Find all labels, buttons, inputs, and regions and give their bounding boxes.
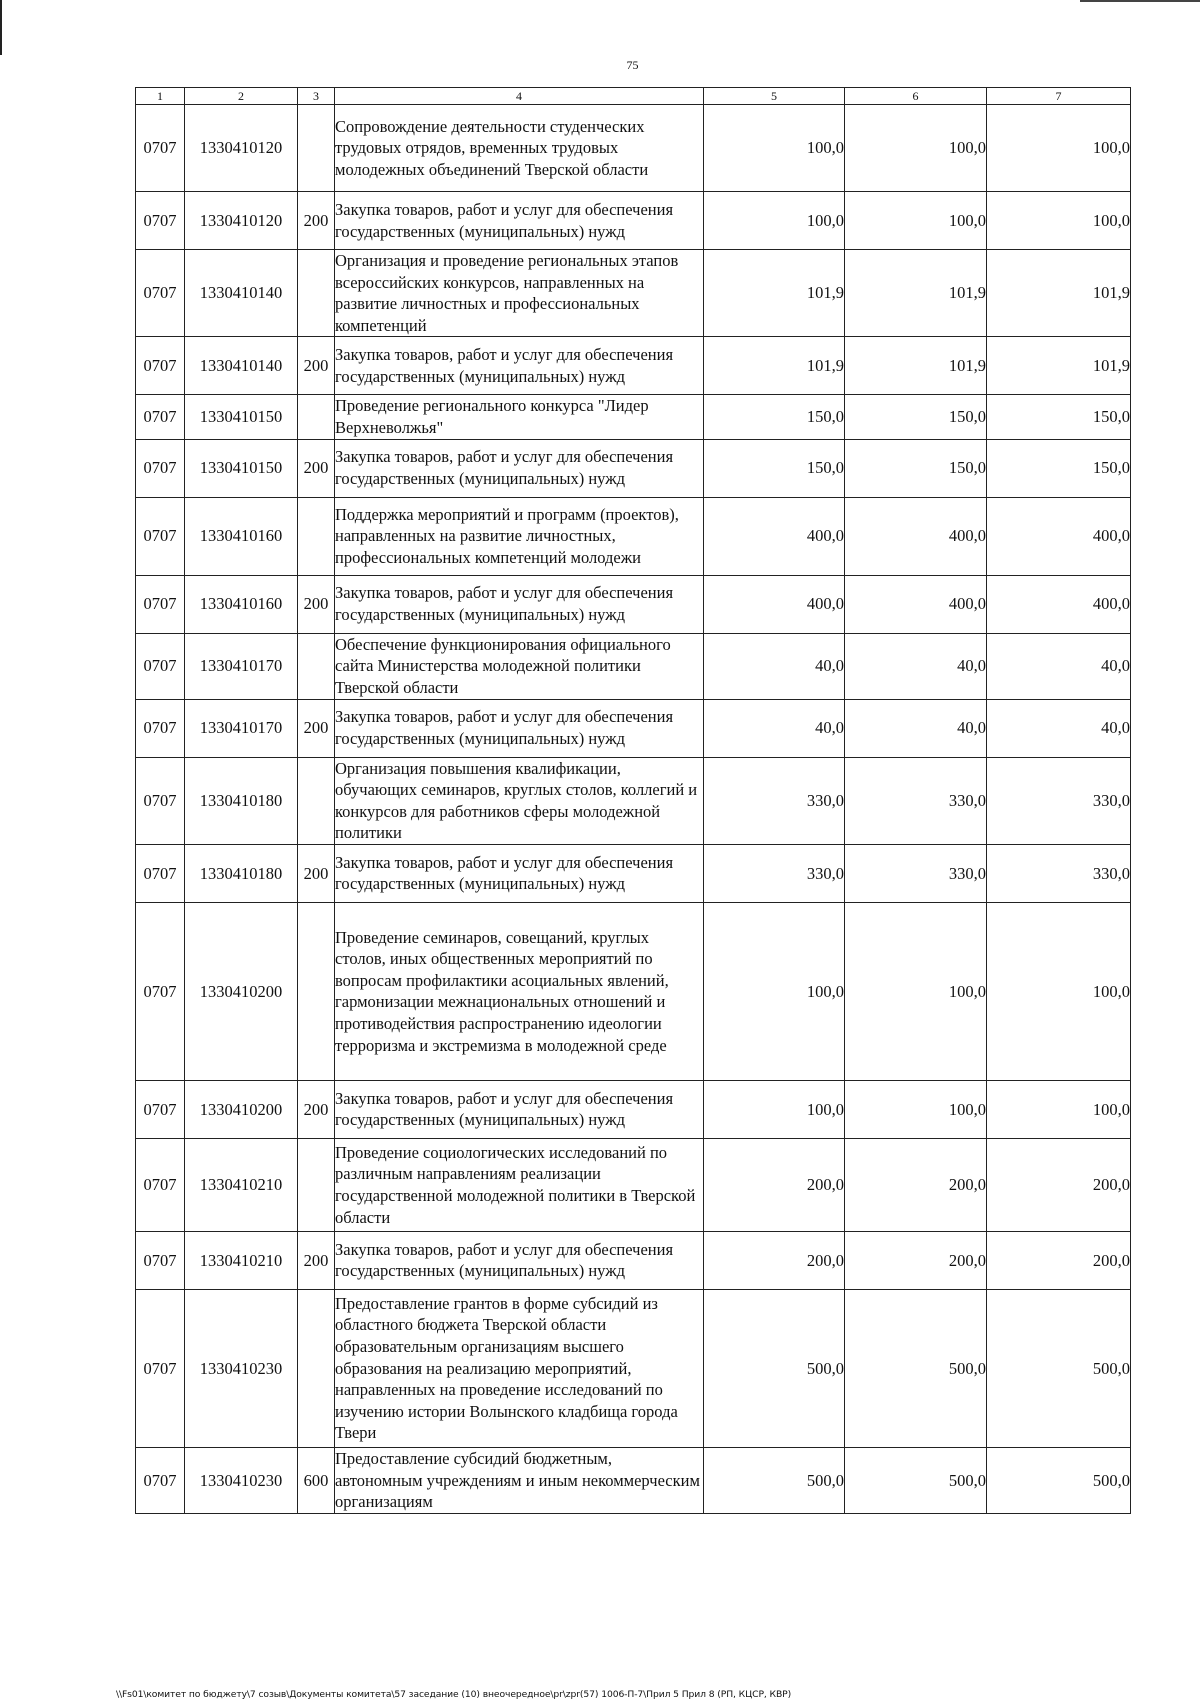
amount-col6: 40,0	[845, 633, 987, 699]
amount-col5: 330,0	[704, 757, 845, 844]
amount-col7: 500,0	[987, 1447, 1131, 1513]
section-code: 0707	[136, 1138, 185, 1231]
item-name: Предоставление грантов в форме субсидий из областного бюджета Тверской области образовательным организациям высшего образования на реализацию мероприятий, направленных на проведение исследований по изучению истории Волынского кладбища города Твери	[335, 1289, 704, 1447]
table-row	[136, 1080, 1131, 1138]
amount-col7: 500,0	[987, 1289, 1131, 1447]
target-article-code: 1330410210	[185, 1138, 298, 1231]
table-row	[136, 1231, 1131, 1289]
amount-col7: 400,0	[987, 497, 1131, 575]
expense-type-code	[298, 902, 335, 1080]
item-name: Закупка товаров, работ и услуг для обеспечения государственных (муниципальных) нужд	[335, 337, 704, 395]
table-row	[136, 902, 1131, 1080]
section-code: 0707	[136, 1289, 185, 1447]
item-name: Закупка товаров, работ и услуг для обеспечения государственных (муниципальных) нужд	[335, 192, 704, 250]
expense-type-code	[298, 395, 335, 439]
amount-col5: 101,9	[704, 337, 845, 395]
section-code: 0707	[136, 1231, 185, 1289]
section-code: 0707	[136, 105, 185, 192]
amount-col6: 330,0	[845, 757, 987, 844]
section-code: 0707	[136, 250, 185, 337]
target-article-code: 1330410200	[185, 902, 298, 1080]
table-row	[136, 757, 1131, 844]
column-number: 4	[335, 88, 704, 105]
scan-edge-mark	[0, 0, 2, 55]
amount-col7: 101,9	[987, 337, 1131, 395]
item-name: Закупка товаров, работ и услуг для обеспечения государственных (муниципальных) нужд	[335, 699, 704, 757]
section-code: 0707	[136, 1080, 185, 1138]
table-row	[136, 844, 1131, 902]
section-code: 0707	[136, 1447, 185, 1513]
section-code: 0707	[136, 844, 185, 902]
item-name: Организация и проведение региональных этапов всероссийских конкурсов, направленных на развитие личностных и профессиональных компетенций	[335, 250, 704, 337]
target-article-code: 1330410150	[185, 439, 298, 497]
table-row	[136, 1138, 1131, 1231]
column-number: 5	[704, 88, 845, 105]
expense-type-code: 200	[298, 699, 335, 757]
column-number: 2	[185, 88, 298, 105]
expense-type-code: 200	[298, 575, 335, 633]
scan-edge-line	[1080, 0, 1200, 2]
target-article-code: 1330410160	[185, 575, 298, 633]
table-row	[136, 337, 1131, 395]
target-article-code: 1330410140	[185, 250, 298, 337]
column-number-row	[136, 88, 1131, 105]
table-row	[136, 105, 1131, 192]
table-row	[136, 497, 1131, 575]
expense-type-code: 200	[298, 844, 335, 902]
column-number: 6	[845, 88, 987, 105]
expense-type-code: 600	[298, 1447, 335, 1513]
item-name: Закупка товаров, работ и услуг для обеспечения государственных (муниципальных) нужд	[335, 439, 704, 497]
table-body	[136, 105, 1131, 1514]
expense-type-code	[298, 633, 335, 699]
amount-col7: 40,0	[987, 633, 1131, 699]
amount-col7: 400,0	[987, 575, 1131, 633]
amount-col6: 500,0	[845, 1447, 987, 1513]
amount-col6: 330,0	[845, 844, 987, 902]
table-row	[136, 699, 1131, 757]
table-row	[136, 1289, 1131, 1447]
section-code: 0707	[136, 902, 185, 1080]
amount-col6: 100,0	[845, 902, 987, 1080]
amount-col6: 100,0	[845, 105, 987, 192]
amount-col7: 200,0	[987, 1231, 1131, 1289]
expense-type-code: 200	[298, 1080, 335, 1138]
target-article-code: 1330410170	[185, 699, 298, 757]
item-name: Организация повышения квалификации, обучающих семинаров, круглых столов, коллегий и конкурсов для работников сферы молодежной политики	[335, 757, 704, 844]
amount-col5: 40,0	[704, 633, 845, 699]
amount-col6: 200,0	[845, 1231, 987, 1289]
target-article-code: 1330410120	[185, 192, 298, 250]
expense-type-code	[298, 105, 335, 192]
amount-col5: 100,0	[704, 105, 845, 192]
expense-type-code: 200	[298, 439, 335, 497]
table-row	[136, 250, 1131, 337]
item-name: Закупка товаров, работ и услуг для обеспечения государственных (муниципальных) нужд	[335, 1231, 704, 1289]
amount-col5: 101,9	[704, 250, 845, 337]
amount-col5: 100,0	[704, 1080, 845, 1138]
amount-col6: 400,0	[845, 575, 987, 633]
amount-col6: 101,9	[845, 337, 987, 395]
section-code: 0707	[136, 497, 185, 575]
amount-col7: 100,0	[987, 902, 1131, 1080]
amount-col5: 200,0	[704, 1231, 845, 1289]
amount-col7: 150,0	[987, 395, 1131, 439]
table-row	[136, 633, 1131, 699]
item-name: Предоставление субсидий бюджетным, автономным учреждениям и иным некоммерческим организациям	[335, 1447, 704, 1513]
target-article-code: 1330410160	[185, 497, 298, 575]
section-code: 0707	[136, 699, 185, 757]
section-code: 0707	[136, 575, 185, 633]
amount-col5: 330,0	[704, 844, 845, 902]
amount-col7: 100,0	[987, 192, 1131, 250]
amount-col6: 100,0	[845, 192, 987, 250]
amount-col7: 100,0	[987, 105, 1131, 192]
table-row	[136, 1447, 1131, 1513]
budget-table	[135, 87, 1131, 1514]
target-article-code: 1330410170	[185, 633, 298, 699]
item-name: Закупка товаров, работ и услуг для обеспечения государственных (муниципальных) нужд	[335, 1080, 704, 1138]
amount-col5: 200,0	[704, 1138, 845, 1231]
amount-col6: 400,0	[845, 497, 987, 575]
amount-col7: 330,0	[987, 844, 1131, 902]
section-code: 0707	[136, 633, 185, 699]
amount-col5: 40,0	[704, 699, 845, 757]
item-name: Поддержка мероприятий и программ (проектов), направленных на развитие личностных, профессиональных компетенций молодежи	[335, 497, 704, 575]
item-name: Проведение семинаров, совещаний, круглых столов, иных общественных мероприятий по вопросам профилактики асоциальных явлений, гармонизации межнациональных отношений и противодействия распространению идеологии терроризма и экстремизма в молодежной среде	[335, 902, 704, 1080]
table-row	[136, 439, 1131, 497]
amount-col6: 150,0	[845, 395, 987, 439]
amount-col5: 500,0	[704, 1289, 845, 1447]
expense-type-code	[298, 497, 335, 575]
amount-col6: 200,0	[845, 1138, 987, 1231]
section-code: 0707	[136, 337, 185, 395]
amount-col5: 500,0	[704, 1447, 845, 1513]
table-row	[136, 575, 1131, 633]
table-row	[136, 395, 1131, 439]
target-article-code: 1330410180	[185, 757, 298, 844]
amount-col5: 400,0	[704, 497, 845, 575]
target-article-code: 1330410230	[185, 1289, 298, 1447]
expense-type-code	[298, 1138, 335, 1231]
target-article-code: 1330410230	[185, 1447, 298, 1513]
column-number: 7	[987, 88, 1131, 105]
column-number: 3	[298, 88, 335, 105]
amount-col6: 100,0	[845, 1080, 987, 1138]
amount-col7: 150,0	[987, 439, 1131, 497]
amount-col6: 101,9	[845, 250, 987, 337]
expense-type-code: 200	[298, 337, 335, 395]
target-article-code: 1330410210	[185, 1231, 298, 1289]
page-number: 75	[626, 58, 639, 72]
item-name: Проведение регионального конкурса "Лидер Верхневолжья"	[335, 395, 704, 439]
expense-type-code	[298, 250, 335, 337]
amount-col5: 100,0	[704, 192, 845, 250]
expense-type-code	[298, 1289, 335, 1447]
item-name: Сопровождение деятельности студенческих трудовых отрядов, временных трудовых молодежных объединений Тверской области	[335, 105, 704, 192]
item-name: Обеспечение функционирования официального сайта Министерства молодежной политики Тверской области	[335, 633, 704, 699]
item-name: Закупка товаров, работ и услуг для обеспечения государственных (муниципальных) нужд	[335, 575, 704, 633]
footer-file-path: \\Fs01\комитет по бюджету\7 созыв\Документы комитета\57 заседание (10) внеочередное\pr\zpr(57) 1006-П-7\Прил 5 Прил 8 (РП, КЦСР, КВР)	[116, 1689, 792, 1700]
amount-col5: 100,0	[704, 902, 845, 1080]
item-name: Закупка товаров, работ и услуг для обеспечения государственных (муниципальных) нужд	[335, 844, 704, 902]
target-article-code: 1330410150	[185, 395, 298, 439]
item-name: Проведение социологических исследований по различным направлениям реализации государственной молодежной политики в Тверской области	[335, 1138, 704, 1231]
column-number: 1	[136, 88, 185, 105]
amount-col7: 40,0	[987, 699, 1131, 757]
amount-col6: 150,0	[845, 439, 987, 497]
section-code: 0707	[136, 192, 185, 250]
section-code: 0707	[136, 395, 185, 439]
amount-col7: 330,0	[987, 757, 1131, 844]
amount-col5: 150,0	[704, 395, 845, 439]
table-row	[136, 192, 1131, 250]
amount-col5: 150,0	[704, 439, 845, 497]
amount-col7: 100,0	[987, 1080, 1131, 1138]
section-code: 0707	[136, 757, 185, 844]
expense-type-code	[298, 757, 335, 844]
target-article-code: 1330410120	[185, 105, 298, 192]
target-article-code: 1330410200	[185, 1080, 298, 1138]
amount-col7: 101,9	[987, 250, 1131, 337]
target-article-code: 1330410140	[185, 337, 298, 395]
expense-type-code: 200	[298, 192, 335, 250]
target-article-code: 1330410180	[185, 844, 298, 902]
amount-col6: 40,0	[845, 699, 987, 757]
expense-type-code: 200	[298, 1231, 335, 1289]
amount-col6: 500,0	[845, 1289, 987, 1447]
amount-col5: 400,0	[704, 575, 845, 633]
section-code: 0707	[136, 439, 185, 497]
amount-col7: 200,0	[987, 1138, 1131, 1231]
